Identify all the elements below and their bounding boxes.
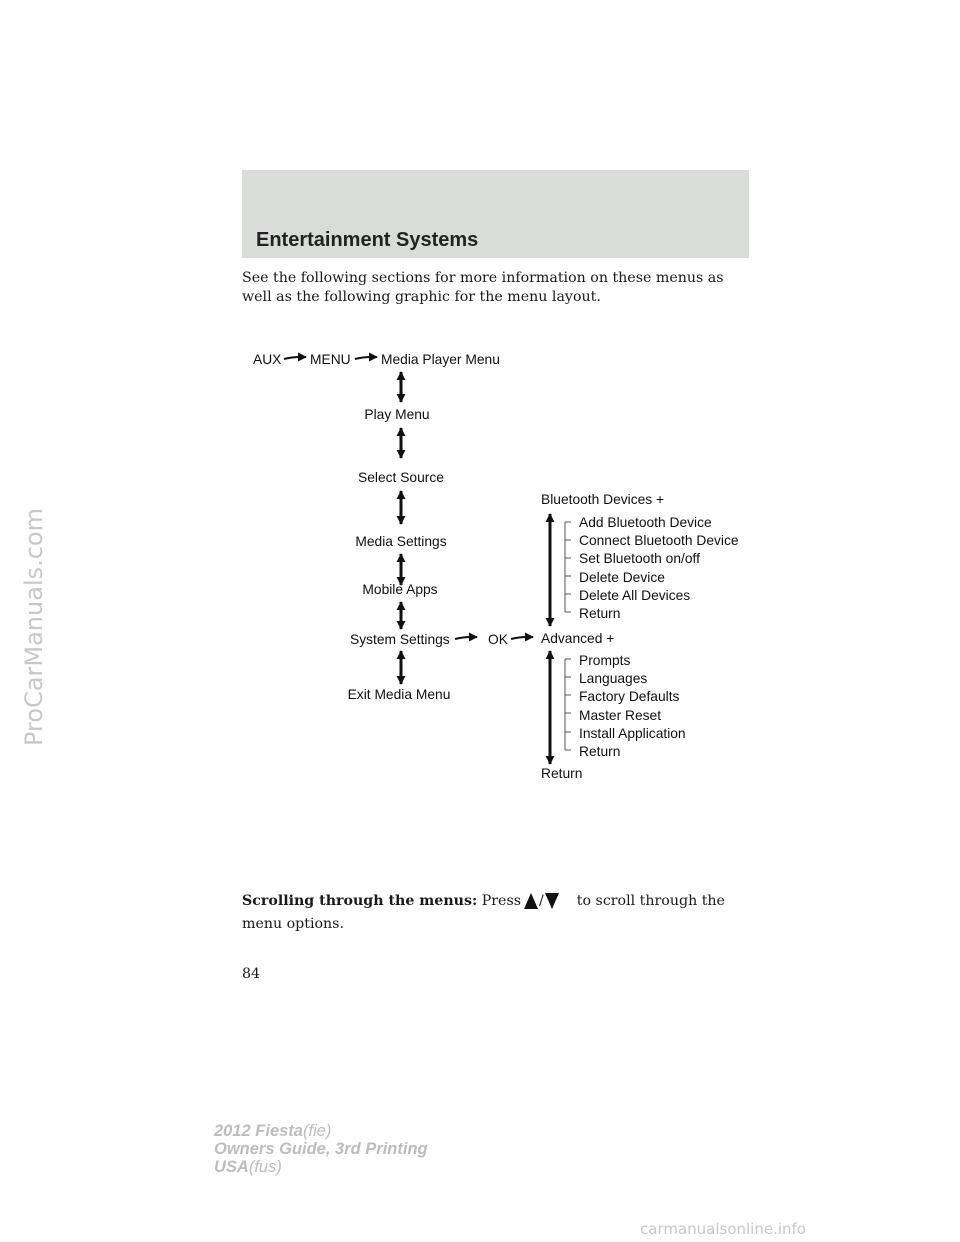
arrow-system-settings-to-ok (455, 637, 477, 639)
menu-layout-diagram (240, 340, 760, 800)
scrolling-line2: menu options. (242, 916, 344, 932)
advanced-item: Factory Defaults (579, 689, 680, 704)
bluetooth-item: Set Bluetooth on/off (579, 551, 700, 566)
advanced-item: Return (579, 744, 621, 759)
scrolling-rest: to scroll through the (576, 893, 725, 909)
arrow-up-icon (524, 893, 538, 909)
advanced-item: Install Application (579, 726, 686, 741)
bluetooth-item: Delete Device (579, 570, 665, 585)
arrow-down-icon (545, 893, 559, 909)
page-number: 84 (242, 966, 261, 982)
menu-layout-svg (240, 340, 760, 800)
footer-model-code: (fie) (302, 1122, 332, 1140)
bluetooth-item: Add Bluetooth Device (579, 515, 712, 530)
bluetooth-item: Delete All Devices (579, 588, 691, 603)
footer-model: 2012 Fiesta (214, 1122, 303, 1140)
section-header (242, 170, 749, 258)
scrolling-press: Press (481, 893, 522, 909)
arrow-aux-to-menu (284, 357, 306, 359)
scrolling-label: Scrolling through the menus: (242, 893, 478, 909)
section-title: Entertainment Systems (256, 229, 479, 251)
footer-market-code: (fus) (248, 1158, 282, 1176)
advanced-item: Prompts (579, 653, 631, 668)
scrolling-paragraph (242, 892, 762, 934)
intro-paragraph: See the following sections for more information on these menus as well as the following graphic for the menu layout. (242, 270, 724, 305)
node-aux: AUX (253, 352, 282, 367)
bluetooth-title: Bluetooth Devices + (541, 492, 665, 507)
footer-guide: Owners Guide, 3rd Printing (214, 1140, 428, 1158)
bottom-watermark: carmanualsonline.info (640, 1220, 806, 1238)
advanced-title: Advanced + (541, 631, 615, 646)
bluetooth-item: Connect Bluetooth Device (579, 533, 739, 548)
node-media-settings: Media Settings (355, 534, 447, 549)
advanced-item: Languages (579, 671, 648, 686)
node-media-player-menu: Media Player Menu (381, 352, 500, 367)
node-select-source: Select Source (358, 470, 444, 485)
arrow-menu-to-media-player (355, 357, 377, 359)
arrow-ok-to-advanced (511, 637, 533, 639)
node-ok: OK (488, 632, 508, 647)
node-system-settings: System Settings (350, 632, 450, 647)
footer-market: USA (214, 1158, 249, 1176)
footer-imprint (214, 1122, 428, 1176)
side-watermark-text: ProCarManuals.com (20, 507, 48, 747)
advanced-item: Master Reset (579, 708, 662, 723)
node-play-menu: Play Menu (364, 407, 430, 422)
scrolling-separator: / (539, 893, 544, 909)
final-return: Return (541, 766, 583, 781)
side-watermark (14, 507, 54, 747)
node-mobile-apps: Mobile Apps (362, 582, 438, 597)
bluetooth-item: Return (579, 606, 621, 621)
node-menu: MENU (310, 352, 351, 367)
node-exit-media-menu: Exit Media Menu (347, 687, 451, 702)
